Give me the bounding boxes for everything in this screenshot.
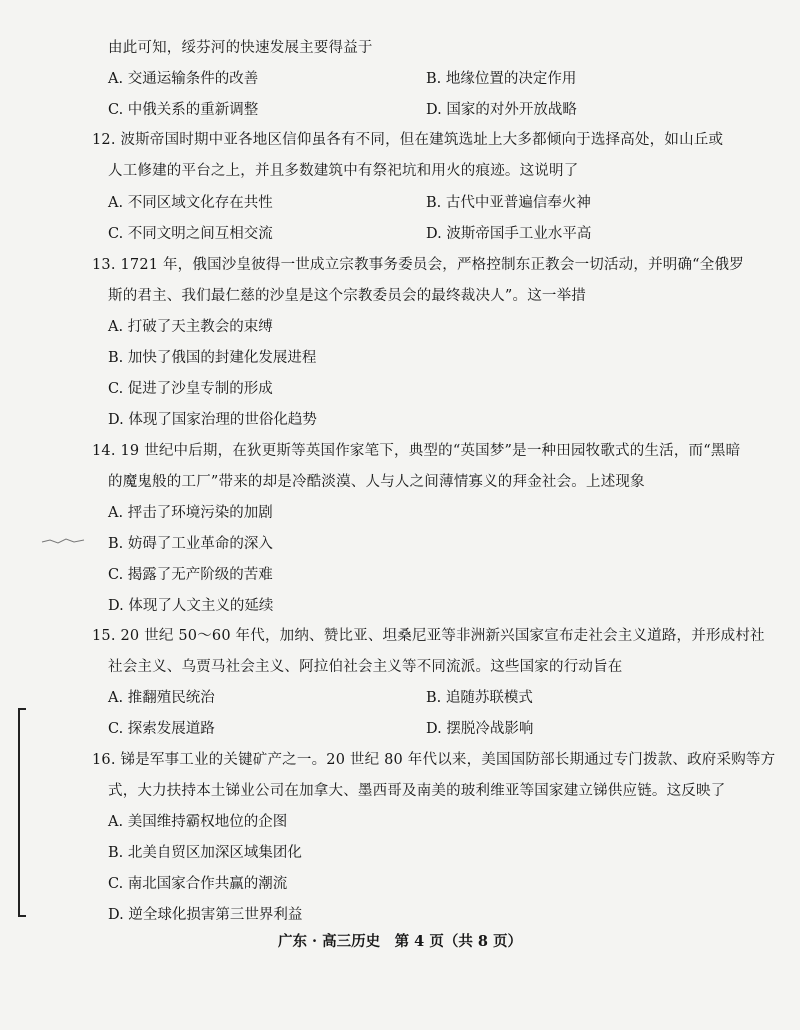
q11-stem: 由此可知，绥芬河的快速发展主要得益于 [108,40,373,56]
margin-bracket-mark [18,708,26,917]
q12-stem-line-2: 人工修建的平台之上，并且多数建筑中有祭祀坑和用火的痕迹。这说明了 [108,163,579,179]
q15-option-c: C. 探索发展道路 [108,721,215,737]
q14-stem-line-2: 的魔鬼般的工厂”带来的却是冷酷淡漠、人与人之间薄情寡义的拜金社会。上述现象 [108,474,645,490]
q11-option-c: C. 中俄关系的重新调整 [108,102,259,118]
q15-option-d: D. 摆脱冷战影响 [426,721,534,737]
q16-stem-line-2: 式，大力扶持本土锑业公司在加拿大、墨西哥及南美的玻利维亚等国家建立锑供应链。这反映了 [108,783,726,799]
q16-option-b: B. 北美自贸区加深区域集团化 [108,845,302,861]
q12-stem-line-1: 12. 波斯帝国时期中亚各地区信仰虽各有不同，但在建筑选址上大多都倾向于选择高处，如山丘或 [92,132,724,148]
q14-option-d: D. 体现了人文主义的延续 [108,598,274,614]
pen-scribble-mark [40,536,90,546]
q16-option-c: C. 南北国家合作共赢的潮流 [108,876,288,892]
q12-option-c: C. 不同文明之间互相交流 [108,226,273,242]
q13-option-b: B. 加快了俄国的封建化发展进程 [108,350,317,366]
q15-option-b: B. 追随苏联模式 [426,690,533,706]
q15-stem-line-1: 15. 20 世纪 50～60 年代，加纳、赞比亚、坦桑尼亚等非洲新兴国家宣布走社会主义道路，并形成村社 [92,628,765,644]
page-footer: 广东 · 高三历史 第 4 页（共 8 页） [277,933,522,950]
q11-option-d: D. 国家的对外开放战略 [426,102,577,118]
q14-stem-line-1: 14. 19 世纪中后期，在狄更斯等英国作家笔下，典型的“英国梦”是一种田园牧歌式的生活，而“黑暗 [92,443,741,459]
q11-option-a: A. 交通运输条件的改善 [108,71,259,87]
q16-option-a: A. 美国维持霸权地位的企图 [108,814,288,830]
q14-option-a: A. 抨击了环境污染的加剧 [108,505,273,521]
q13-option-d: D. 体现了国家治理的世俗化趋势 [108,412,317,428]
q14-option-c: C. 揭露了无产阶级的苦难 [108,567,273,583]
q13-stem-line-2: 斯的君主、我们最仁慈的沙皇是这个宗教委员会的最终裁决人”。这一举措 [108,288,587,304]
q13-stem-line-1: 13. 1721 年，俄国沙皇彼得一世成立宗教事务委员会，严格控制东正教会一切活动，并明确“全俄罗 [92,257,744,273]
q12-option-a: A. 不同区域文化存在共性 [108,195,273,211]
q14-option-b: B. 妨碍了工业革命的深入 [108,536,273,552]
q13-option-a: A. 打破了天主教会的束缚 [108,319,273,335]
q12-option-d: D. 波斯帝国手工业水平高 [426,226,592,242]
q15-stem-line-2: 社会主义、乌贾马社会主义、阿拉伯社会主义等不同流派。这些国家的行动旨在 [108,659,623,675]
q13-option-c: C. 促进了沙皇专制的形成 [108,381,273,397]
q12-option-b: B. 古代中亚普遍信奉火神 [426,195,591,211]
q15-option-a: A. 推翻殖民统治 [108,690,215,706]
q16-option-d: D. 逆全球化损害第三世界利益 [108,907,303,923]
q11-option-b: B. 地缘位置的决定作用 [426,71,577,87]
q16-stem-line-1: 16. 锑是军事工业的关键矿产之一。20 世纪 80 年代以来，美国国防部长期通过专门拨款、政府采购等方 [92,752,776,768]
